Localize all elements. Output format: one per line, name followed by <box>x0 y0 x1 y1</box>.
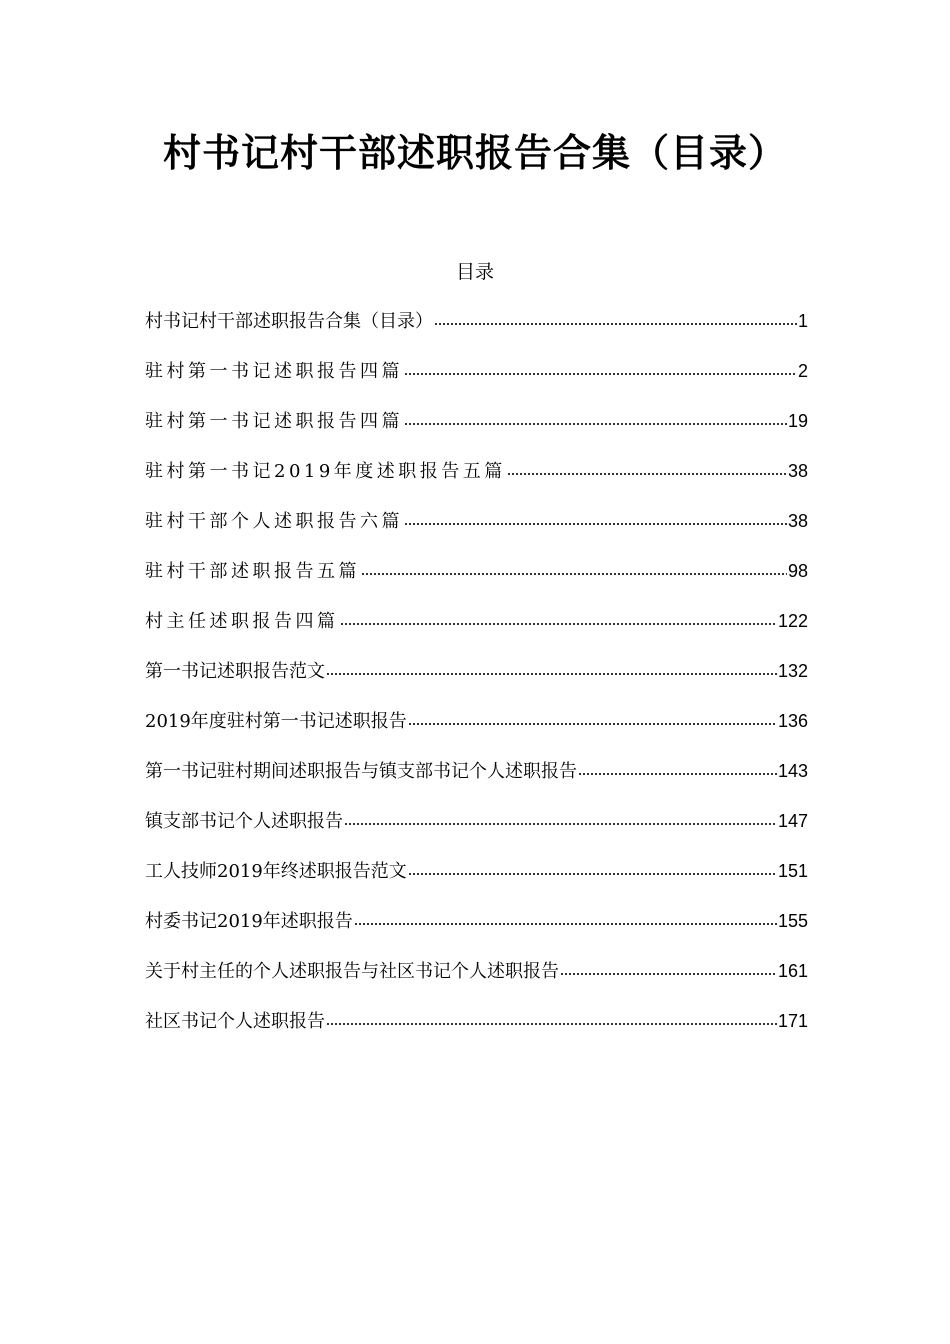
toc-dot-leader <box>434 322 797 326</box>
toc-entry[interactable] <box>145 408 808 458</box>
toc-entry[interactable] <box>145 758 808 808</box>
toc-entry-title: 关于村主任的个人述职报告与社区书记个人述职报告 <box>145 961 559 982</box>
toc-dot-leader <box>408 722 777 726</box>
toc-dot-leader <box>361 572 787 576</box>
toc-dot-leader <box>340 622 777 626</box>
toc-entry[interactable] <box>145 708 808 758</box>
toc-entry[interactable] <box>145 1008 808 1058</box>
toc-dot-leader <box>578 772 777 776</box>
toc-dot-leader <box>507 472 787 476</box>
toc-dot-leader <box>404 522 787 526</box>
toc-entry-page-number: 143 <box>777 761 808 781</box>
toc-entry[interactable] <box>145 358 808 408</box>
toc-entry-title: 镇支部书记个人述职报告 <box>145 811 343 832</box>
toc-entry-page-number: 122 <box>777 611 808 631</box>
toc-entry-title: 村主任述职报告四篇 <box>145 611 339 632</box>
toc-entry[interactable] <box>145 308 808 358</box>
toc-entry[interactable] <box>145 808 808 858</box>
toc-entry-page-number: 161 <box>777 961 808 981</box>
table-of-contents <box>145 308 808 1058</box>
toc-entry-page-number: 171 <box>777 1011 808 1031</box>
toc-dot-leader <box>404 422 787 426</box>
toc-entry-title: 驻村第一书记2019年度述职报告五篇 <box>145 461 506 482</box>
toc-entry-page-number: 136 <box>777 711 808 731</box>
toc-entry-page-number: 38 <box>787 511 808 531</box>
toc-heading: 目录 <box>455 261 494 283</box>
toc-entry-page-number: 2 <box>797 361 808 381</box>
toc-entry-title: 社区书记个人述职报告 <box>145 1011 325 1032</box>
toc-entry-title: 第一书记驻村期间述职报告与镇支部书记个人述职报告 <box>145 761 577 782</box>
toc-dot-leader <box>326 1022 777 1026</box>
toc-entry-page-number: 132 <box>777 661 808 681</box>
toc-dot-leader <box>326 672 777 676</box>
toc-entry-title: 驻村第一书记述职报告四篇 <box>145 361 403 382</box>
toc-entry[interactable] <box>145 958 808 1008</box>
toc-entry[interactable] <box>145 658 808 708</box>
toc-entry[interactable] <box>145 458 808 508</box>
toc-entry[interactable] <box>145 608 808 658</box>
toc-entry-title: 驻村第一书记述职报告四篇 <box>145 411 403 432</box>
toc-entry-page-number: 147 <box>777 811 808 831</box>
toc-dot-leader <box>404 372 797 376</box>
toc-dot-leader <box>354 922 777 926</box>
toc-dot-leader <box>344 822 777 826</box>
toc-entry-title: 村书记村干部述职报告合集（目录） <box>145 311 433 332</box>
toc-entry-title: 2019年度驻村第一书记述职报告 <box>145 711 407 732</box>
toc-entry-title: 第一书记述职报告范文 <box>145 661 325 682</box>
toc-dot-leader <box>560 972 777 976</box>
toc-entry-title: 村委书记2019年述职报告 <box>145 911 353 932</box>
toc-entry-title: 工人技师2019年终述职报告范文 <box>145 861 407 882</box>
toc-dot-leader <box>408 872 777 876</box>
toc-entry-page-number: 151 <box>777 861 808 881</box>
document-title: 村书记村干部述职报告合集（目录） <box>162 130 787 175</box>
toc-entry-title: 驻村干部个人述职报告六篇 <box>145 511 403 532</box>
toc-entry[interactable] <box>145 558 808 608</box>
toc-entry-page-number: 98 <box>787 561 808 581</box>
toc-entry[interactable] <box>145 508 808 558</box>
toc-entry[interactable] <box>145 858 808 908</box>
toc-entry-title: 驻村干部述职报告五篇 <box>145 561 360 582</box>
toc-entry-page-number: 155 <box>777 911 808 931</box>
toc-entry[interactable] <box>145 908 808 958</box>
toc-entry-page-number: 38 <box>787 461 808 481</box>
toc-entry-page-number: 1 <box>797 311 808 331</box>
toc-entry-page-number: 19 <box>787 411 808 431</box>
